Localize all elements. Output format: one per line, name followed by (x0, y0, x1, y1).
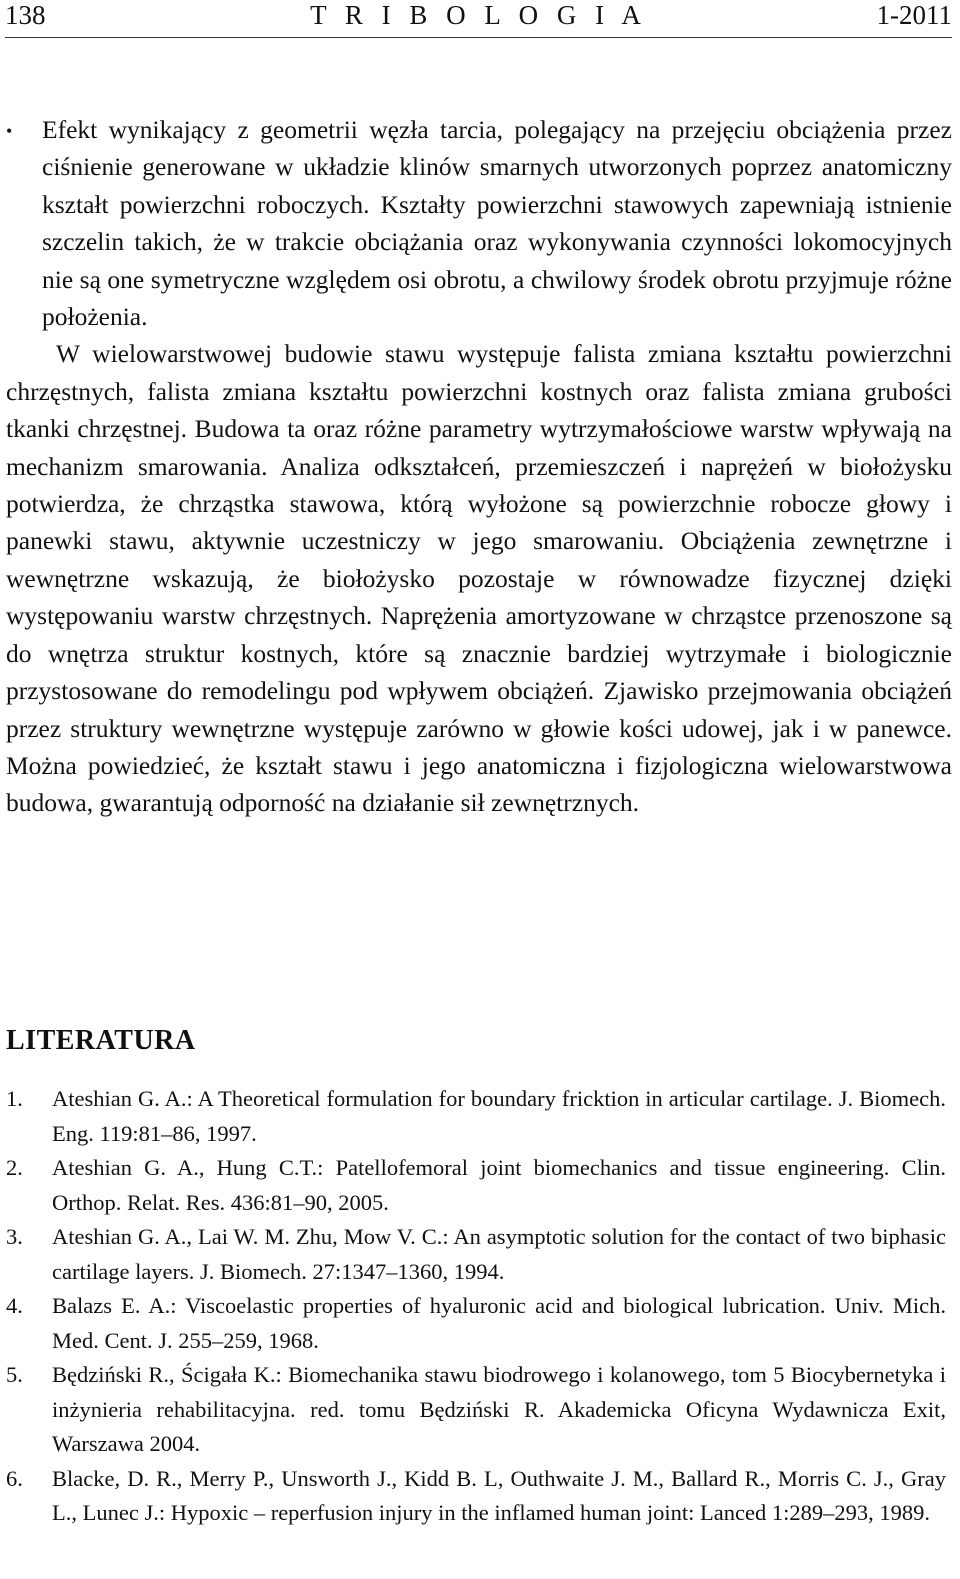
reference-number: 2. (6, 1155, 23, 1180)
page-number: 138 (5, 0, 46, 30)
reference-item (6, 1462, 946, 1531)
reference-list (6, 1082, 946, 1531)
reference-text: Ateshian G. A.: A Theoretical formulation for boundary fricktion in articular cartilage. J. Biomech. Eng. 119:81–86, 1997. (52, 1086, 946, 1146)
reference-number: 1. (6, 1086, 23, 1111)
reference-text: Blacke, D. R., Merry P., Unsworth J., Kidd B. L, Outhwaite J. M., Ballard R., Morris C. J., Gray L., Lunec J.: Hypoxic – reperfusion injury in the inflamed human joint: Lanced 1:289–293, 1989. (52, 1465, 946, 1525)
bullet-text: Efekt wynikający z geometrii węzła tarcia, polegający na przejęciu obciążenia przez ciśnienie generowane w układzie klinów smarnych utworzonych poprzez anatomiczny kształt powierzchni roboczych. Kształty powierzchni stawowych zapewniają istnienie szczelin takich, że w trakcie obciążania oraz wykonywania czynności lokomocyjnych nie są one symetryczne względem osi obrotu, a chwilowy środek obrotu przyjmuje różne położenia. (42, 115, 952, 332)
reference-number: 4. (6, 1293, 23, 1318)
reference-number: 3. (6, 1224, 23, 1249)
reference-item (6, 1220, 946, 1289)
reference-number: 6. (6, 1465, 23, 1491)
body-paragraph: W wielowarstwowej budowie stawu występuje falista zmiana kształtu powierzchni chrzęstnych, falista zmiana kształtu powierzchni kostnych oraz falista zmiana grubości tkanki chrzęstnej. Budowa ta oraz różne parametry wytrzymałościowe warstw wpływają na mechanizm smarowania. Analiza odkształceń, przemieszczeń i naprężeń w biołożysku potwierdza, że chrząstka stawowa, którą wyłożone są powierzchnie robocze głowy i panewki stawu, aktywnie uczestniczy w jego smarowaniu. Obciążenia zewnętrzne i wewnętrzne wskazują, że biołożysko pozostaje w równowadze fizycznej dzięki występowaniu warstw chrzęstnych. Naprężenia amortyzowane w chrząstce przenoszone są do wnętrza struktur kostnych, które są znacznie bardziej wytrzymałe i biologicznie przystosowane do remodelingu pod wpływem obciążeń. Zjawisko przejmowania obciążeń przez struktury wewnętrzne występuje zarówno w głowie kości udowej, jak i w panewce. Można powiedzieć, że kształt stawu i jego anatomiczna i fizjologiczna wielowarstwowa budowa, gwarantują odporność na działanie sił zewnętrznych. (6, 339, 952, 818)
reference-item (6, 1082, 946, 1151)
reference-text: Ateshian G. A., Hung C.T.: Patellofemoral joint biomechanics and tissue engineering. Clin. Orthop. Relat. Res. 436:81–90, 2005. (52, 1155, 946, 1215)
section-heading-literatura: LITERATURA (6, 1025, 196, 1056)
running-header (5, 0, 952, 34)
reference-text: Ateshian G. A., Lai W. M. Zhu, Mow V. C.: An asymptotic solution for the contact of two biphasic cartilage layers. J. Biomech. 27:1347–1360, 1994. (52, 1224, 946, 1284)
reference-item (6, 1151, 946, 1220)
issue-number: 1-2011 (876, 0, 952, 30)
bullet-item (6, 111, 952, 335)
reference-item (6, 1358, 946, 1462)
reference-number: 5. (6, 1362, 23, 1387)
reference-text: Będziński R., Ścigała K.: Biomechanika stawu biodrowego i kolanowego, tom 5 Biocybernetyka i inżynieria rehabilitacyjna. red. tomu Będziński R. Akademicka Oficyna Wydawnicza Exit, Warszawa 2004. (52, 1362, 946, 1456)
reference-text: Balazs E. A.: Viscoelastic properties of hyaluronic acid and biological lubrication. Univ. Mich. Med. Cent. J. 255–259, 1968. (52, 1293, 946, 1353)
body-text (6, 111, 952, 822)
journal-title: T R I B O L O G I A (310, 0, 647, 30)
header-rule (5, 37, 952, 38)
reference-item (6, 1289, 946, 1358)
bullet-icon: • (6, 121, 13, 141)
